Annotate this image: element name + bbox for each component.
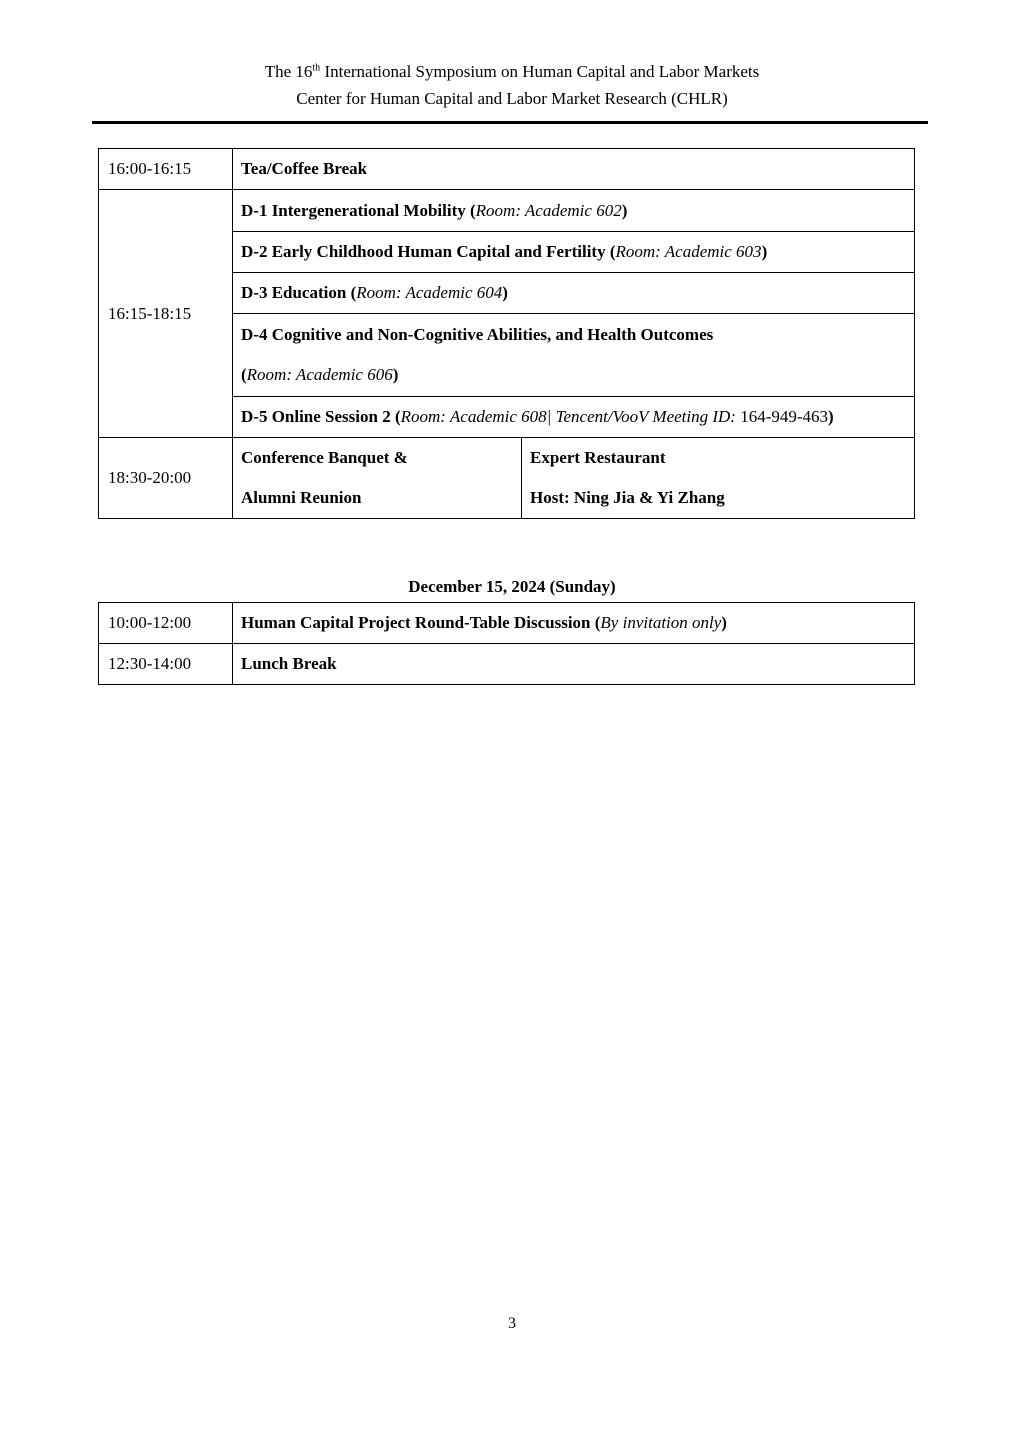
table-row [99,438,915,519]
day2-date-heading: December 15, 2024 (Sunday) [408,577,616,596]
time-cell [99,603,233,644]
table-row [99,149,915,190]
session-cell-d4: D-4 Cognitive and Non-Cognitive Abilities, and Health Outcomes (Room: Academic 606) [233,314,915,397]
event-cell-roundtable: Human Capital Project Round-Table Discussion (By invitation only) [233,603,915,644]
table-row [99,603,915,644]
document-header [0,0,1024,112]
page-number: 3 [508,1315,516,1332]
time-cell [99,644,233,685]
time-label: 16:00-16:15 [108,159,192,178]
session-cell-d3: D-3 Education (Room: Academic 604) [233,273,915,314]
event-cell-lunch: Lunch Break [233,644,915,685]
session-cell-d1: D-1 Intergenerational Mobility (Room: Academic 602) [233,190,915,232]
session-cell-d5: D-5 Online Session 2 (Room: Academic 608| Tencent/VooV Meeting ID: 164-949-463) [233,397,915,438]
time-label: 10:00-12:00 [108,613,192,632]
time-cell-merged [99,190,233,438]
table-row [99,190,915,232]
time-label: 16:15-18:15 [108,303,192,323]
session-cell-d2: D-2 Early Childhood Human Capital and Fertility (Room: Academic 603) [233,232,915,273]
table-row [99,644,915,685]
header-divider-rule [92,121,928,124]
time-label: 12:30-14:00 [108,654,192,673]
day2-schedule-table [98,602,915,685]
title-rest: International Symposium on Human Capital and Labor Markets [320,62,760,81]
banquet-venue-cell: Expert Restaurant Host: Ning Jia & Yi Zhang [522,438,915,519]
center-subtitle: Center for Human Capital and Labor Market Research (CHLR) [296,89,728,108]
time-label: 18:30-20:00 [108,468,192,487]
title-prefix: The 16 [264,62,313,81]
symposium-title [0,58,1024,85]
time-cell [99,438,233,519]
banquet-event-cell: Conference Banquet & Alumni Reunion [233,438,522,519]
day1-schedule-table [98,148,915,519]
time-cell [99,149,233,190]
title-superscript: th [312,62,321,74]
event-cell: Tea/Coffee Break [233,149,915,190]
